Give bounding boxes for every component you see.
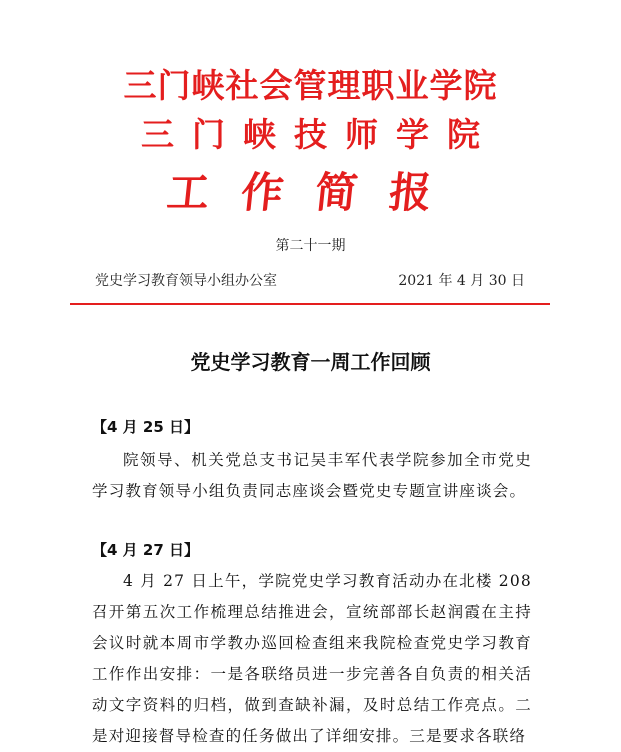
section-heading-apr27: 【4 月 27 日】 [92,541,199,559]
article-title: 党史学习教育一周工作回顾 [190,350,431,374]
institution-name-line2: 三门峡技师学院 [141,115,498,154]
section-heading-apr25: 【4 月 25 日】 [92,418,199,436]
section-text-apr27: 4 月 27 日上午，学院党史学习教育活动办在北楼 208 召开第五次工作梳理总结推进会，宣统部部长赵润霞在主持会议时就本周市学教办巡回检查组来我院检查党史学习教育工作作出安排：一是各联络员进一步完善各自负责的相关活动文字资料的归档，做到查缺补漏，及时总结工作亮点。二是对迎接督导检查的任务做出了详细安排。三是要求各联络 [92,572,532,745]
issuing-office: 党史学习教育领导小组办公室 [95,273,277,289]
brief-title: 工作简报 [164,168,466,217]
institution-name-line1: 三门峡社会管理职业学院 [123,66,498,105]
header-divider [70,303,550,305]
issue-number: 第二十一期 [275,238,346,254]
meta-row [95,270,525,290]
issue-date: 2021 年 4 月 30 日 [398,273,525,289]
section-text-apr25: 院领导、机关党总支书记吴丰军代表学院参加全市党史学习教育领导小组负责同志座谈会暨党史专题宣讲座谈会。 [92,451,532,500]
